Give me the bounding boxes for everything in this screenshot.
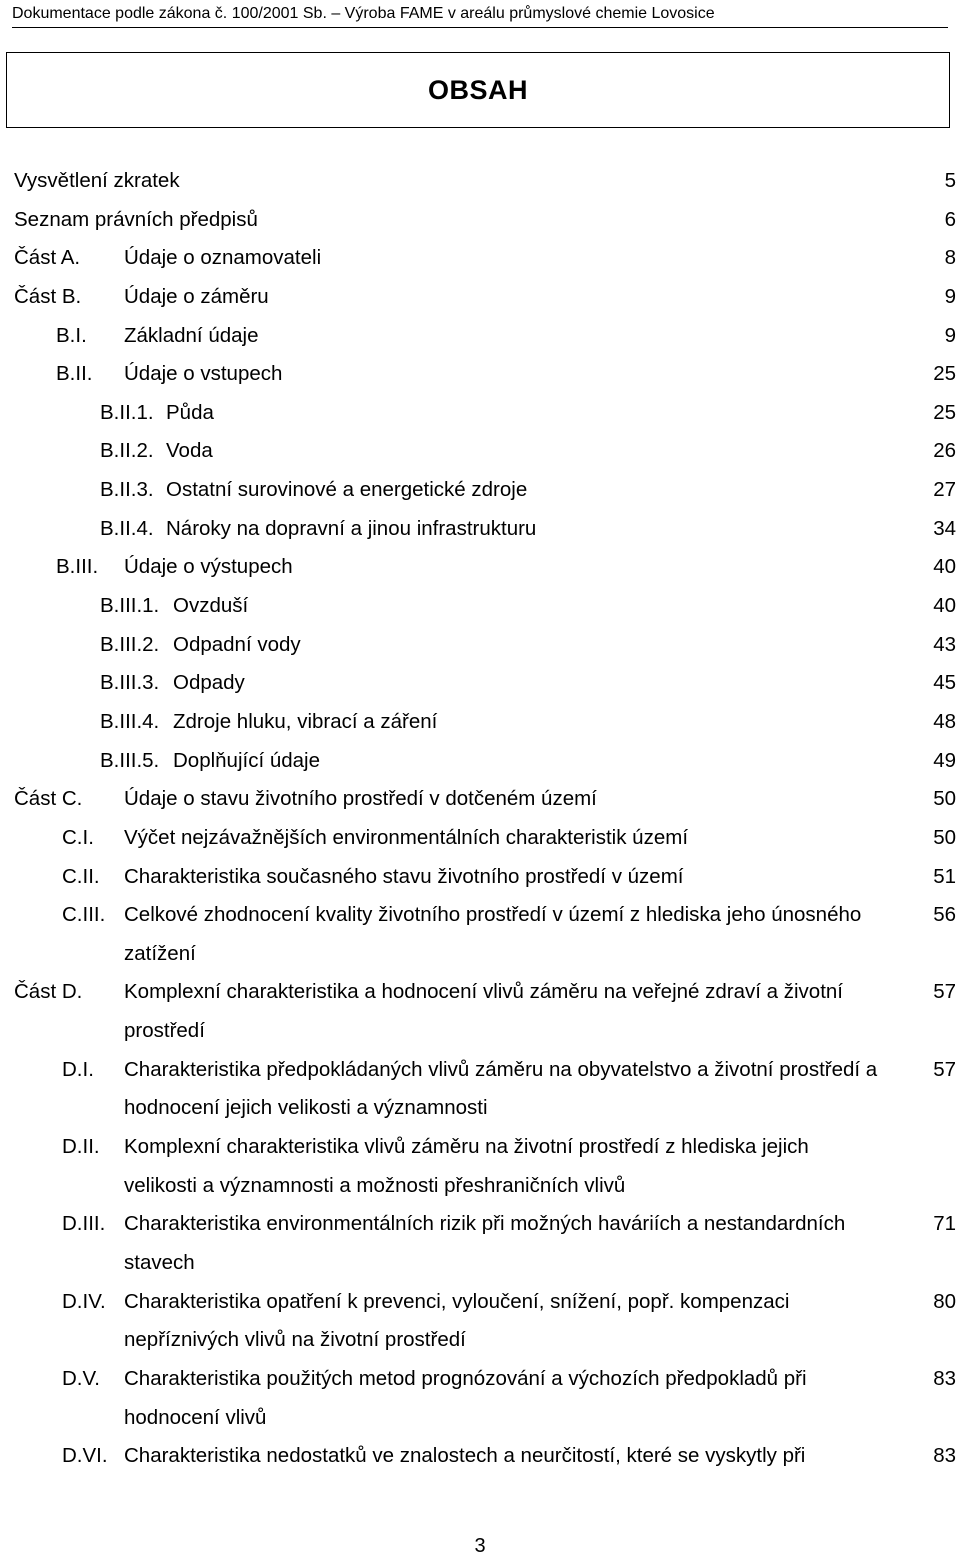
toc-section-number: D.III. [62,1212,106,1236]
toc-page-number: 50 [933,787,956,811]
toc-entry[interactable] [0,1360,960,1437]
toc-entry[interactable] [0,626,960,665]
toc-page-number: 57 [933,980,956,1004]
toc-section-title: Zdroje hluku, vibrací a záření [173,709,438,733]
toc-section-number: Část D. [14,980,83,1004]
toc-page-number: 9 [944,323,956,347]
toc-page-number: 71 [933,1212,956,1236]
toc-subsection-code: B.III.4. [100,709,160,733]
toc-entry[interactable] [0,703,960,742]
toc-subsection-code: B.II.1. [100,400,154,424]
page-title: OBSAH [427,74,528,105]
toc-entry[interactable] [0,587,960,626]
toc-section-number: C.II. [62,864,100,888]
toc-entry[interactable] [0,1128,960,1205]
toc-subsection-code: B.III.5. [100,748,160,772]
toc-entry[interactable] [0,355,960,394]
toc-entry[interactable] [0,162,960,201]
running-header [0,0,960,28]
toc-section-title: Charakteristika současného stavu životního prostředí v území [124,864,684,888]
toc-section-title: Údaje o záměru [124,284,269,308]
toc-entry[interactable] [0,1051,960,1128]
toc-entry[interactable] [0,819,960,858]
toc-section-title: Ovzduší [173,594,249,618]
toc-section-title: Výčet nejzávažnějších environmentálních charakteristik území [124,825,689,849]
toc-page-number: 27 [933,478,956,502]
toc-section-number: D.V. [62,1366,100,1390]
toc-subsection-code: B.II.3. [100,478,154,502]
toc-section-title: Údaje o stavu životního prostředí v dotčeném území [124,787,597,811]
toc-entry[interactable] [0,510,960,549]
toc-entry[interactable] [0,973,960,1050]
toc-page-number: 48 [933,709,956,733]
toc-page-number: 40 [933,594,956,618]
toc-section-number: D.IV. [62,1289,106,1313]
toc-section-title: Údaje o vstupech [124,362,283,386]
toc-subsection-code: B.II.2. [100,439,154,463]
toc-page-number: 83 [933,1444,956,1468]
toc-section-title: Odpady [173,671,245,695]
toc-page-number: 51 [933,864,956,888]
toc-section-title: Půda [166,400,214,424]
table-of-contents [0,162,960,1476]
toc-page-number: 40 [933,555,956,579]
toc-entry[interactable] [0,858,960,897]
toc-section-number: B.II. [56,362,93,386]
toc-section-number: Část C. [14,787,83,811]
toc-section-title: Ostatní surovinové a energetické zdroje [166,478,528,502]
toc-section-number: D.I. [62,1057,94,1081]
toc-section-number: Část B. [14,284,82,308]
toc-page-number: 25 [933,362,956,386]
toc-entry[interactable] [0,278,960,317]
toc-page-number: 83 [933,1366,956,1390]
toc-subsection-code: B.III.1. [100,594,160,618]
toc-section-title: Základní údaje [124,323,259,347]
header-rule [12,27,948,28]
toc-section-title: Doplňující údaje [173,748,321,772]
toc-section-number: Část A. [14,246,81,270]
toc-page-number: 49 [933,748,956,772]
toc-section-title: Nároky na dopravní a jinou infrastrukturu [166,516,537,540]
toc-entry[interactable] [0,664,960,703]
toc-page-number: 8 [944,246,956,270]
toc-entry[interactable] [0,1437,960,1476]
toc-entry[interactable] [0,317,960,356]
toc-entry[interactable] [0,471,960,510]
toc-entry[interactable] [0,432,960,471]
toc-entry[interactable] [0,1205,960,1282]
toc-page-number: 34 [933,516,956,540]
toc-page-number: 50 [933,825,956,849]
toc-section-number: C.III. [62,903,106,927]
toc-entry[interactable] [0,548,960,587]
page-number: 3 [474,1535,486,1557]
toc-section-number: D.II. [62,1135,100,1159]
toc-page-number: 5 [944,169,956,192]
toc-section-title: Komplexní charakteristika a hodnocení vlivů záměru na veřejné zdraví a životní prostředí [124,980,844,1043]
toc-entry[interactable] [0,742,960,781]
toc-page-number: 6 [944,207,956,231]
toc-page-number: 26 [933,439,956,463]
toc-subsection-code: B.III.2. [100,632,160,656]
toc-section-number: B.III. [56,555,99,579]
toc-subsection-code: B.II.4. [100,516,154,540]
toc-entry-label: Seznam právních předpisů [14,207,258,231]
toc-entry[interactable] [0,896,960,973]
toc-page-number: 9 [944,284,956,308]
toc-section-title: Odpadní vody [173,632,301,656]
toc-section-number: D.VI. [62,1444,108,1468]
toc-entry[interactable] [0,780,960,819]
toc-page-number: 56 [933,903,956,927]
header-text: Dokumentace podle zákona č. 100/2001 Sb. – Výroba FAME v areálu průmyslové chemie Lovosice [12,5,715,22]
toc-section-title: Údaje o oznamovateli [124,246,322,270]
toc-page-number: 45 [933,671,956,695]
toc-section-title: Charakteristika nedostatků ve znalostech a neurčitostí, které se vyskytly při [124,1444,806,1468]
toc-entry[interactable] [0,201,960,240]
toc-entry-label: Vysvětlení zkratek [14,169,180,192]
toc-section-title: Komplexní charakteristika vlivů záměru na životní prostředí z hlediska jejich velikosti a významnosti a možnosti přeshraničních vlivů [124,1135,809,1197]
toc-section-number: B.I. [56,323,87,347]
toc-entry[interactable] [0,394,960,433]
toc-section-number: C.I. [62,825,94,849]
toc-section-title: Charakteristika environmentálních rizik při možných haváriích a nestandardních stavech [124,1212,846,1275]
toc-section-title: Charakteristika opatření k prevenci, vyloučení, snížení, popř. kompenzaci nepříznivých vlivů na životní prostředí [124,1289,790,1352]
toc-entry[interactable] [0,239,960,278]
toc-page-number: 57 [933,1057,956,1081]
toc-section-title: Charakteristika předpokládaných vlivů záměru na obyvatelstvo a životní prostředí a hodnocení jejich velikosti a významnosti [124,1057,878,1120]
toc-entry[interactable] [0,1283,960,1360]
title-box [6,52,950,128]
toc-section-title: Charakteristika použitých metod prognózování a výchozích předpokladů při hodnocení vlivů [124,1366,807,1429]
toc-page-number: 25 [933,400,956,424]
toc-page-number: 80 [933,1289,956,1313]
toc-page-number: 43 [933,632,956,656]
toc-section-title: Voda [166,439,213,463]
toc-section-title: Údaje o výstupech [124,555,293,579]
toc-section-title: Celkové zhodnocení kvality životního prostředí v území z hlediska jeho únosného zatížení [124,903,862,965]
toc-subsection-code: B.III.3. [100,671,160,695]
